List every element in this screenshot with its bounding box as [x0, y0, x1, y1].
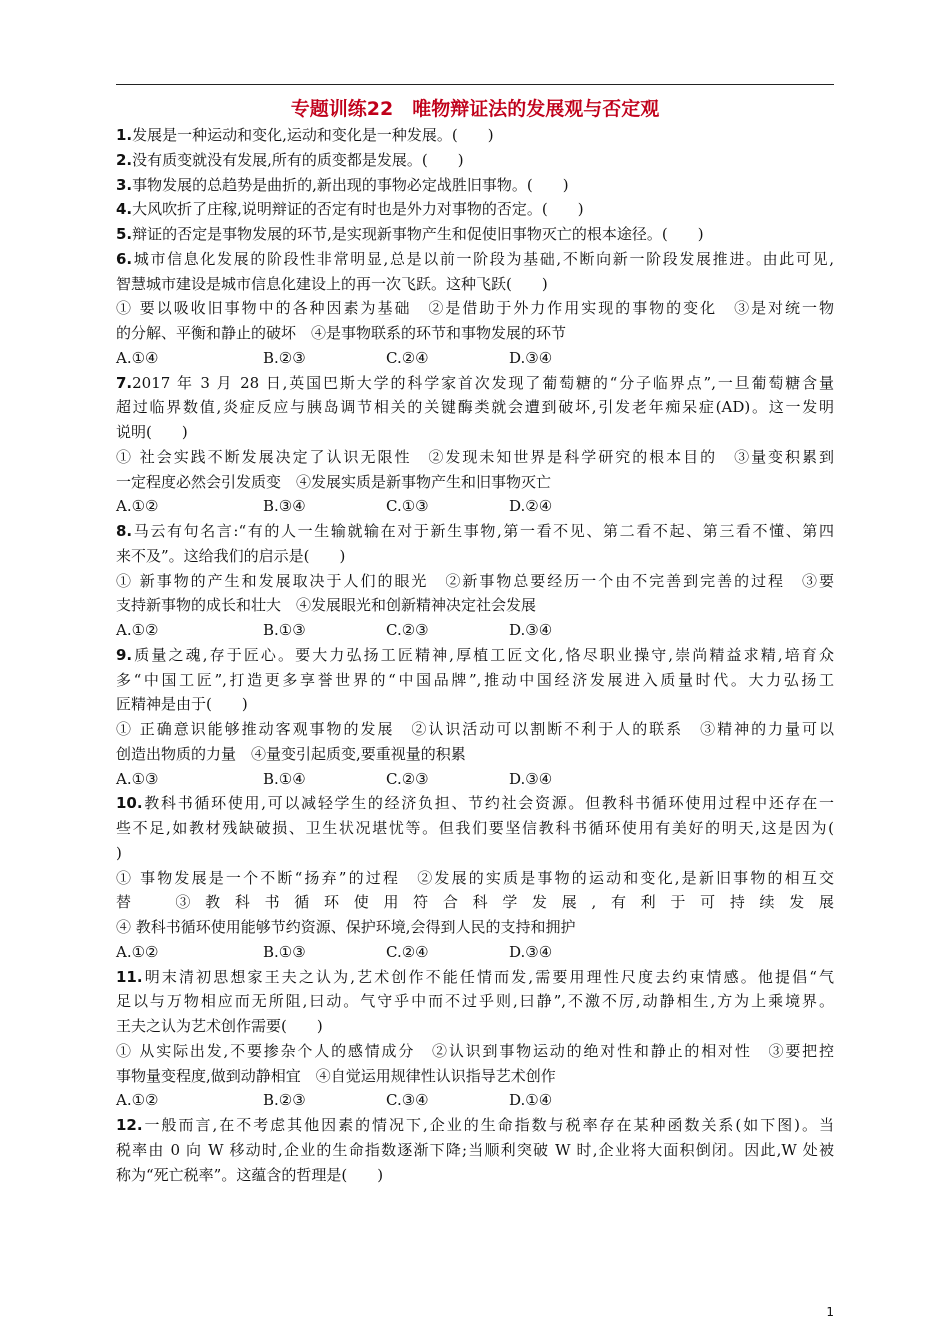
- question-stem-line: [116, 371, 834, 396]
- question-stem-text: 马云有句名言:“有的人一生输就输在对于新生事物,第一看不见、第二看不起、第三看不懂、第四: [132, 522, 834, 540]
- page-number: 1: [826, 1305, 834, 1319]
- question-number: 3.: [116, 175, 133, 194]
- answer-option[interactable]: B.③④: [263, 497, 306, 516]
- statement-line: ① 事物发展是一个不断“扬弃”的过程 ②发展的实质是事物的运动和变化,是新旧事物的相互交: [116, 868, 834, 887]
- question-stem-text: 足以与万物相应而无所阻,曰动。气守乎中而不过乎则,曰静”,不激不厉,动静相生,方为上乘境界。: [116, 992, 834, 1011]
- statement-line: 一定程度必然会引发质变 ④发展实质是新事物产生和旧事物灭亡: [116, 472, 552, 491]
- question-stem-line: [116, 1163, 834, 1188]
- question-stem-line: [116, 791, 834, 816]
- question-stem-line: [116, 544, 834, 569]
- question-stem-text: 一般而言,在不考虑其他因素的情况下,企业的生命指数与税率存在某种函数关系(如下图)。当: [142, 1116, 834, 1134]
- question-block: [116, 247, 834, 371]
- answer-option[interactable]: A.①②: [116, 621, 159, 639]
- answer-option[interactable]: B.②③: [263, 1091, 306, 1110]
- question-block: [116, 1113, 834, 1187]
- answer-option[interactable]: D.②④: [509, 497, 553, 516]
- question-block: [116, 965, 834, 1114]
- question-stem-text: 质量之魂,存于匠心。要大力弘扬工匠精神,厚植工匠文化,恪尽职业操守,崇尚精益求精,培育众: [132, 645, 834, 664]
- question-stem-line: [116, 123, 834, 148]
- question-block: [116, 222, 834, 247]
- question-stem-text: 超过临界数值,炎症反应与胰岛调节相关的关键酶类就会遭到破坏,引发老年痴呆症(AD)。这一发明: [116, 398, 834, 417]
- question-number: 8.: [116, 522, 133, 540]
- header-rule: [116, 84, 834, 85]
- question-stem-line: [116, 1138, 834, 1163]
- answer-option[interactable]: B.①③: [263, 621, 306, 639]
- question-stem-line: [116, 173, 834, 198]
- statement-line: ① 要以吸收旧事物中的各种因素为基础 ②是借助于外力作用实现的事物的变化 ③是对统一物: [116, 299, 834, 318]
- question-number: 10.: [116, 794, 143, 813]
- question-stem-text: 2017 年 3 月 28 日,英国巴斯大学的科学家首次发现了葡萄糖的“分子临界点”,一旦葡萄糖含量: [132, 373, 834, 392]
- question-number: 4.: [116, 200, 133, 219]
- question-stem-line: [116, 519, 834, 544]
- question-stem-text: 智慧城市建设是城市信息化建设上的再一次飞跃。这种飞跃( ): [116, 274, 548, 293]
- question-block: [116, 791, 834, 964]
- question-number: 7.: [116, 373, 133, 392]
- question-stem-line: [116, 420, 834, 445]
- question-number: 11.: [116, 967, 143, 986]
- question-stem-text: 说明( ): [116, 423, 188, 441]
- question-stem-line: [116, 1113, 834, 1138]
- answer-option[interactable]: C.②④: [386, 942, 429, 961]
- question-stem-text: 王夫之认为艺术创作需要( ): [116, 1017, 323, 1035]
- question-stem-text: 没有质变就没有发展,所有的质变都是发展。( ): [132, 150, 464, 169]
- question-number: 12.: [116, 1116, 143, 1134]
- statement-line: 的分解、平衡和静止的破坏 ④是事物联系的环节和事物发展的环节: [116, 324, 567, 342]
- question-number: 2.: [116, 150, 133, 169]
- question-stem-line: [116, 148, 834, 173]
- page-title: 专题训练22 唯物辩证法的发展观与否定观: [290, 98, 660, 120]
- question-stem-line: [116, 643, 834, 668]
- statement-line: 事物量变程度,做到动静相宜 ④自觉运用规律性认识指导艺术创作: [116, 1066, 556, 1085]
- answer-option[interactable]: D.③④: [509, 942, 553, 961]
- answer-option[interactable]: C.②③: [386, 769, 429, 788]
- statement-line: ① 社会实践不断发展决定了认识无限性 ②发现未知世界是科学研究的根本目的 ③量变积累到: [116, 447, 834, 466]
- answer-options: [116, 767, 834, 792]
- question-stem-text: 发展是一种运动和变化,运动和变化是一种发展。( ): [132, 126, 494, 144]
- answer-option[interactable]: D.③④: [509, 348, 553, 367]
- statement-line: 替 ③教科书循环使用符合科学发展,有利于可持续发展: [116, 893, 834, 912]
- statement-line: 创造出物质的力量 ④量变引起质变,要重视量的积累: [116, 744, 466, 763]
- question-stem-line: [116, 1014, 834, 1039]
- answer-option[interactable]: C.③④: [386, 1091, 429, 1110]
- answer-option[interactable]: A.①④: [116, 348, 159, 367]
- question-stem-text: 多“中国工匠”,打造更多享誉世界的“中国品牌”,推动中国经济发展进入质量时代。大力弘扬工: [116, 670, 834, 689]
- question-block: [116, 173, 834, 198]
- question-block: [116, 123, 834, 148]
- question-stem-text: 些不足,如教材残缺破损、卫生状况堪忧等。但我们要坚信教科书循环使用有美好的明天,这是因为(: [116, 819, 834, 837]
- question-stem-text: 税率由 0 向 W 移动时,企业的生命指数逐渐下降;当顺利突破 W 时,企业将大面积倒闭。因此,W 处被: [116, 1140, 834, 1159]
- answer-option[interactable]: A.①②: [116, 942, 159, 961]
- question-stem-text: 大风吹折了庄稼,说明辩证的否定有时也是外力对事物的否定。( ): [132, 200, 584, 219]
- question-stem-text: 事物发展的总趋势是曲折的,新出现的事物必定战胜旧事物。( ): [132, 175, 569, 194]
- answer-options: [116, 494, 834, 519]
- question-number: 6.: [116, 249, 133, 268]
- question-stem-text: ): [116, 843, 122, 862]
- question-stem-text: 来不及”。这给我们的启示是( ): [116, 546, 346, 565]
- question-number: 1.: [116, 126, 133, 144]
- question-block: [116, 371, 834, 520]
- answer-option[interactable]: B.②③: [263, 348, 306, 367]
- question-stem-text: 称为“死亡税率”。这蕴含的哲理是( ): [116, 1165, 384, 1184]
- answer-option[interactable]: C.②④: [386, 348, 429, 367]
- question-block: [116, 148, 834, 173]
- question-list: [116, 123, 834, 1187]
- statement-line: ① 从实际出发,不要掺杂个人的感情成分 ②认识到事物运动的绝对性和静止的相对性 ③要把控: [116, 1041, 834, 1060]
- question-stem-text: 辩证的否定是事物发展的环节,是实现新事物产生和促使旧事物灭亡的根本途径。( ): [132, 225, 704, 243]
- statement-line: 支持新事物的成长和壮大 ④发展眼光和创新精神决定社会发展: [116, 596, 537, 615]
- answer-option[interactable]: D.①④: [509, 1091, 553, 1110]
- question-stem-line: [116, 222, 834, 247]
- question-stem-line: [116, 965, 834, 990]
- question-block: [116, 197, 834, 222]
- answer-option[interactable]: A.①②: [116, 1091, 159, 1110]
- answer-options: [116, 618, 834, 643]
- question-stem-line: [116, 989, 834, 1014]
- answer-option[interactable]: A.①③: [116, 769, 159, 788]
- answer-option[interactable]: C.①③: [386, 497, 429, 516]
- question-stem-line: [116, 197, 834, 222]
- question-stem-line: [116, 816, 834, 841]
- question-stem-line: [116, 272, 834, 297]
- answer-options: [116, 940, 834, 965]
- statement-line: ④ 教科书循环使用能够节约资源、保护环境,会得到人民的支持和拥护: [116, 918, 576, 936]
- question-stem-line: [116, 692, 834, 717]
- answer-options: [116, 1088, 834, 1113]
- question-stem-text: 城市信息化发展的阶段性非常明显,总是以前一阶段为基础,不断向新一阶段发展推进。由此可见,: [132, 249, 834, 268]
- question-number: 5.: [116, 225, 133, 243]
- question-block: [116, 643, 834, 792]
- question-stem-text: 明末清初思想家王夫之认为,艺术创作不能任情而发,需要用理性尺度去约束情感。他提倡“气: [142, 967, 834, 986]
- question-block: [116, 519, 834, 643]
- question-stem-line: [116, 841, 834, 866]
- statement-line: ① 新事物的产生和发展取决于人们的眼光 ②新事物总要经历一个由不完善到完善的过程 ③要: [116, 571, 834, 590]
- answer-option[interactable]: B.①④: [263, 769, 306, 788]
- question-stem-line: [116, 395, 834, 420]
- answer-options: [116, 346, 834, 371]
- question-stem-line: [116, 668, 834, 693]
- question-stem-line: [116, 247, 834, 272]
- question-stem-text: 教科书循环使用,可以减轻学生的经济负担、节约社会资源。但教科书循环使用过程中还存在一: [142, 794, 834, 813]
- answer-option[interactable]: D.③④: [509, 769, 553, 788]
- statement-line: ① 正确意识能够推动客观事物的发展 ②认识活动可以割断不利于人的联系 ③精神的力量可以: [116, 720, 834, 738]
- question-stem-text: 匠精神是由于( ): [116, 695, 248, 714]
- answer-option[interactable]: C.②③: [386, 621, 429, 639]
- question-number: 9.: [116, 645, 133, 664]
- answer-option[interactable]: B.①③: [263, 942, 306, 961]
- answer-option[interactable]: A.①②: [116, 497, 159, 516]
- answer-option[interactable]: D.③④: [509, 621, 553, 639]
